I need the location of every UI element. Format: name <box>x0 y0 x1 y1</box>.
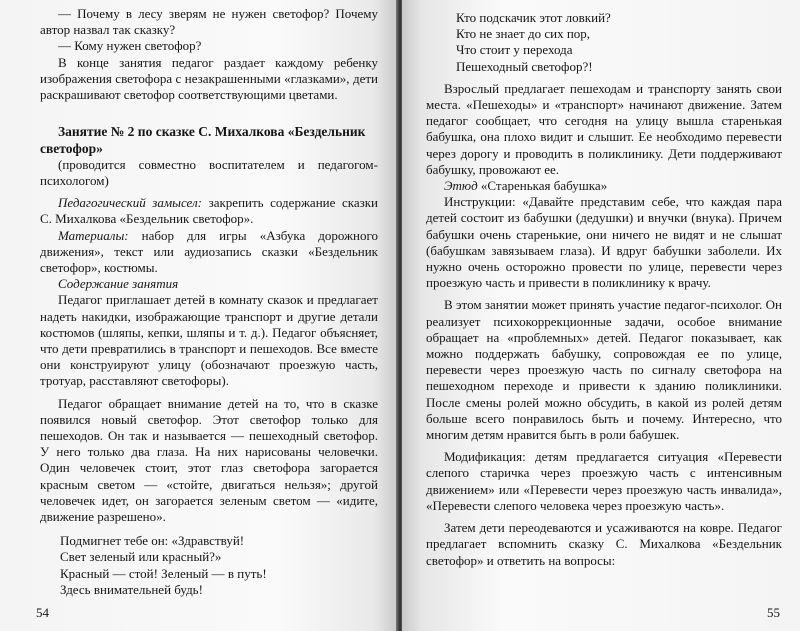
intro-paragraph: В конце занятия педагог раздает каждому ребенку изображения светофора с незакрашенными «глазками», дети раскрашивают светофор соответствующими цветами. <box>40 54 378 103</box>
left-page <box>0 0 398 631</box>
verse-line: Подмигнет тебе он: «Здравствуй! <box>60 533 245 549</box>
verse-line: Красный — стой! Зеленый — в путь! <box>60 565 267 581</box>
verse-line: Кто не знает до сих пор, <box>456 26 591 42</box>
instructions-paragraph <box>426 194 782 291</box>
verse-line: Что стоит у перехода <box>456 42 573 58</box>
verse-line: Пешеходный светофор?! <box>456 58 593 74</box>
intent-paragraph <box>40 195 378 227</box>
instructions-text: «Давайте представим себе, что каждая пара детей состоит из бабушки (дедушки) и внучки (внука). Причем бабушки очень старенькие, они ничего не видят и не слышат (бабушкам завязываем глаза). И вдруг бабушки заболели. Их нужно очень осторожно провести по улице, перевести через проезжую часть и привести в поликлинику к врачу. <box>426 194 782 291</box>
materials-label: Материалы: <box>58 227 129 243</box>
body-paragraph-2: В этом занятии может принять участие педагог-психолог. Он реализует психокоррекционные задачи, особое внимание обращает на «проблемных» детей. Педагог показывает, как можно поддержать бабушку, сопровождая ее по улице, перевести через проезжую часть по сигналу светофора на пешеходном переходе и привести к зданию поликлиники. После смены ролей можно обсудить, в какой из ролей детям больше всего понравилось быть и почему. Интересно, что многим детям нравится быть в роли бабушек. <box>426 297 782 443</box>
body-paragraph-1: Взрослый предлагает пешеходам и транспорту занять свои места. «Пешеходы» и «транспорт» начинают движение. Затем педагог сообщает, что сегодня на улицу вышла старенькая бабушка, она плохо видит и слышит. Ее необходимо перевести через дорогу и проводить в поликлинику. Дети поддерживают бабушку, провожают ее. <box>426 80 782 177</box>
etude-name: «Старенькая бабушка» <box>480 178 608 194</box>
etude-label: Этюд <box>444 178 478 194</box>
materials-text: набор для игры «Азбука дорожного движения», текст или аудиозапись сказки «Бездельник светофор», костюмы. <box>40 227 379 276</box>
instructions-label: Инструкции: <box>444 194 516 210</box>
verse-block <box>426 10 782 75</box>
right-page <box>402 0 800 631</box>
materials-paragraph <box>40 228 378 277</box>
intent-label: Педагогический замысел: <box>58 195 202 211</box>
verse-line: Здесь внимательней будь! <box>60 581 203 597</box>
etude-title <box>426 178 782 194</box>
lesson-heading: Занятие № 2 по сказке С. Михалкова «Бездельник светофор» <box>40 124 366 157</box>
lesson-subheading: (проводится совместно воспитателем и педагогом-психологом) <box>40 157 378 189</box>
intro-question-2: — Кому нужен светофор? <box>58 38 202 54</box>
intro-question-1: — Почему в лесу зверям не нужен светофор? Почему автор назвал так сказку? <box>40 6 378 38</box>
page-number: 55 <box>767 605 780 620</box>
verse-line: Кто подскачик этот ловкий? <box>456 10 611 25</box>
page-number: 54 <box>36 605 49 620</box>
modification-paragraph: Модификация: детям предлагается ситуация «Перевести слепого старичка через проезжую часть с интенсивным движением» или «Перевести через проезжую часть инвалида», «Перевести слепого человека через проезжую часть». <box>426 449 782 513</box>
body-paragraph-3: Затем дети переодеваются и усаживаются на ковре. Педагог предлагает вспомнить сказку С. Михалкова «Бездельник светофор» и ответить на вопросы: <box>426 520 782 568</box>
intent-text: закрепить содержание сказки С. Михалкова «Бездельник светофор». <box>40 195 379 227</box>
body-paragraph-2: Педагог обращает внимание детей на то, что в сказке появился новый светофор. Этот светофор только для пешеходов. Он так и называется — пешеходный светофор. У него только два глаза. На них нарисованы человечки. Один человечек стоит, этот глаз светофора загорается красным светом — «стойте, двигаться нельзя»; другой человечек идет, он загорается зеленым светом — «идите, движение разрешено». <box>40 395 378 525</box>
content-label: Содержание занятия <box>58 276 179 292</box>
body-paragraph-1: Педагог приглашает детей в комнату сказок и предлагает надеть накидки, изображающие транспорт и другие детали костюмов (шляпы, кепки, шляпы и т. д.). Педагог объясняет, что дети превратились в транспорт и пешеходов. Все вместе они конструируют улицу (обозначают проезжую часть, тротуар, расставляют светофоры). <box>40 292 378 389</box>
verse-block <box>40 533 378 598</box>
verse-line: Свет зеленый или красный?» <box>60 549 222 565</box>
